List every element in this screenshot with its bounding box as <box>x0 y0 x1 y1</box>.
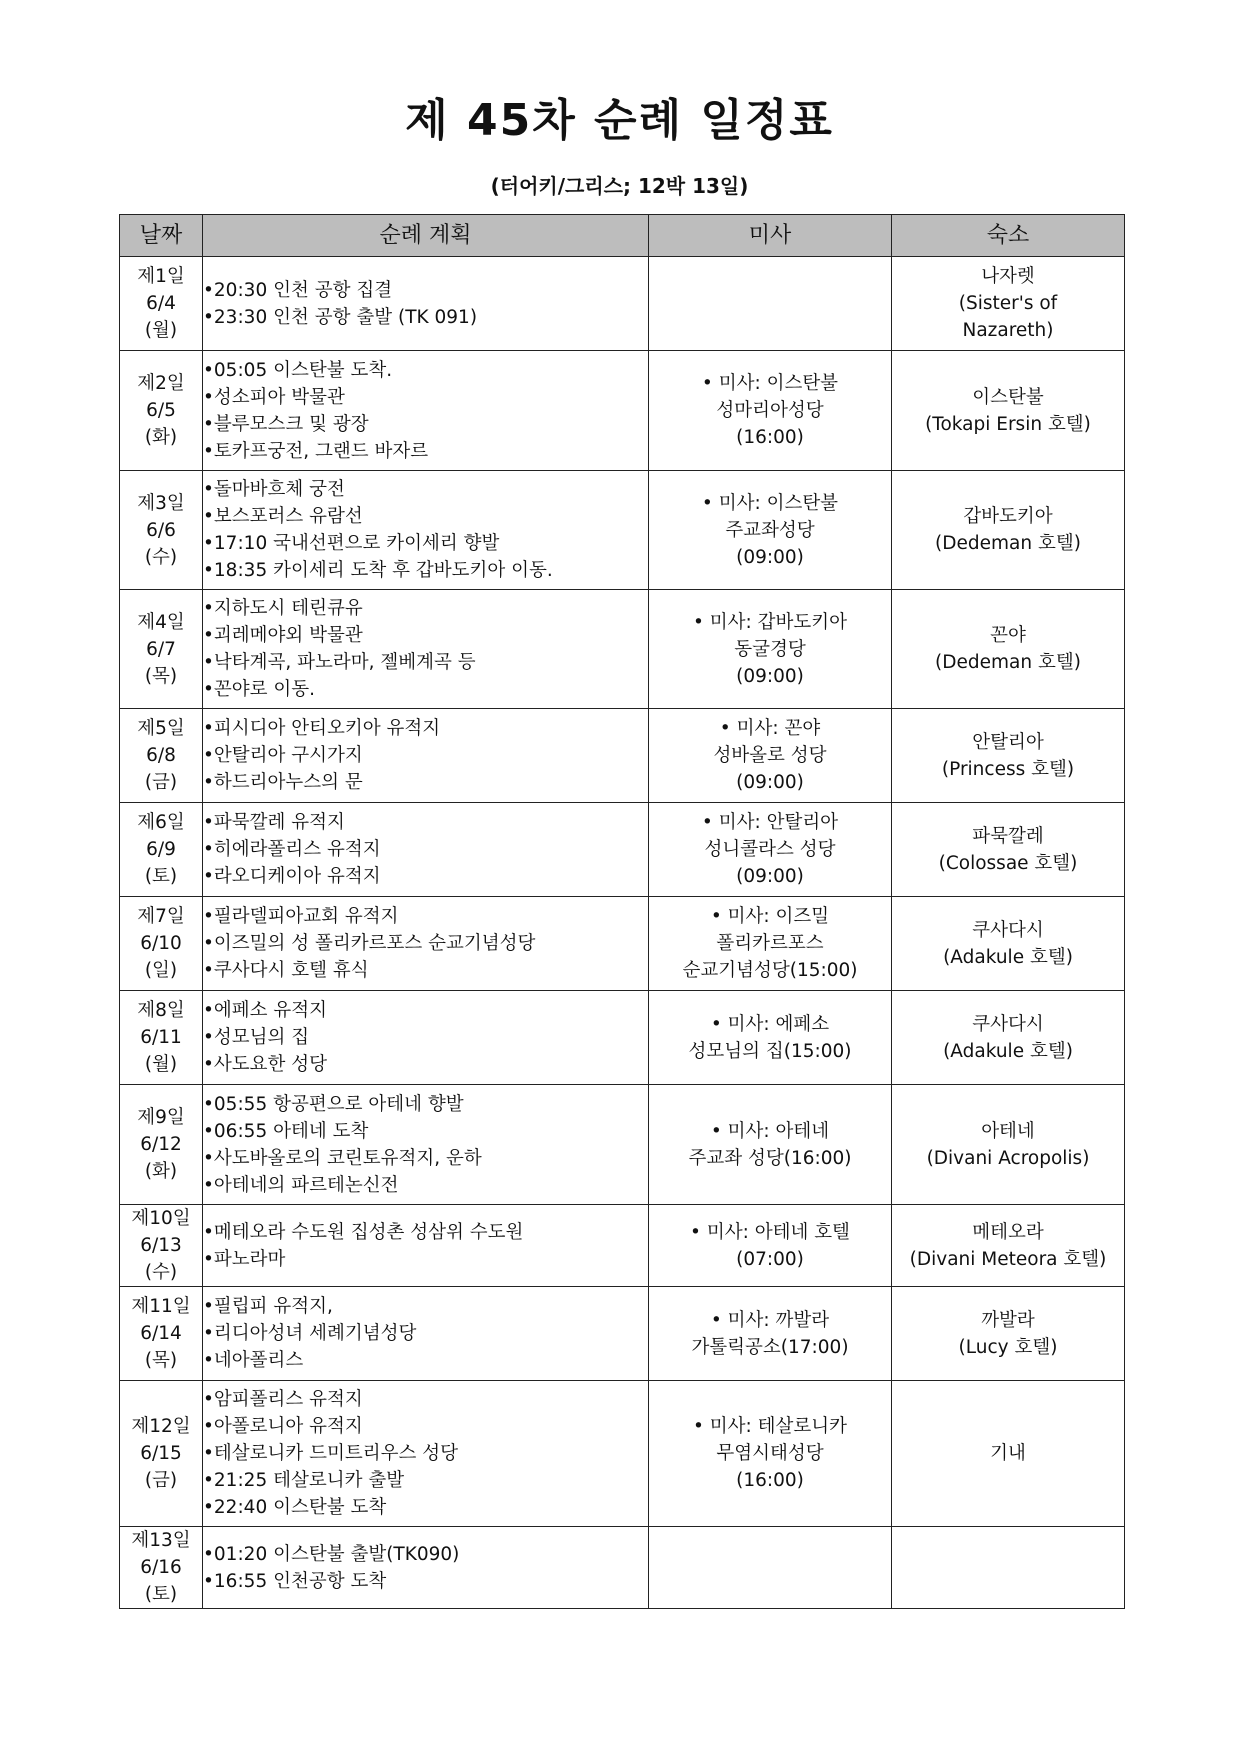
mass-cell <box>649 471 892 590</box>
day-line: 제13일 <box>131 1530 191 1551</box>
lodging-line: 쿠사다시 <box>972 919 1044 941</box>
day-cell <box>120 1205 203 1287</box>
plan-line: •히에라폴리스 유적지 <box>203 839 381 860</box>
table-row <box>120 803 1125 897</box>
day-cell <box>120 471 203 590</box>
plan-line: •성소피아 박물관 <box>203 386 345 408</box>
table-row <box>120 351 1125 471</box>
lodging-line: (Dedeman 호텔) <box>935 533 1081 554</box>
plan-line: •괴레메야외 박물관 <box>203 625 363 646</box>
lodging-line: 까발라 <box>981 1309 1035 1331</box>
plan-line: •22:40 이스탄불 도착 <box>203 1497 387 1518</box>
mass-cell <box>649 1205 892 1287</box>
day-cell <box>120 257 203 351</box>
lodging-cell <box>892 709 1125 803</box>
day-cell <box>120 1085 203 1205</box>
plan-line: •필립피 유적지, <box>203 1296 333 1317</box>
mass-line: 동굴경당 <box>734 638 806 660</box>
lodging-line: 아테네 <box>981 1120 1035 1142</box>
plan-line: •토카프궁전, 그랜드 바자르 <box>203 440 429 462</box>
plan-cell <box>203 351 649 471</box>
plan-line: •20:30 인천 공항 집결 <box>203 279 393 301</box>
lodging-line: (Princess 호텔) <box>941 758 1075 780</box>
day-line: 제3일 <box>137 492 185 514</box>
plan-line: •23:30 인천 공항 출발 (TK 091) <box>203 306 478 328</box>
lodging-line: 나자렛 <box>981 266 1035 287</box>
day-line: (금) <box>144 1470 178 1491</box>
mass-line: (09:00) <box>736 866 804 887</box>
mass-line: 가톨릭공소(17:00) <box>691 1336 849 1358</box>
plan-line: •성모님의 집 <box>203 1027 310 1048</box>
mass-line: 성니콜라스 성당 <box>704 839 836 860</box>
lodging-line: 기내 <box>990 1443 1026 1464</box>
plan-line: •16:55 인천공항 도착 <box>203 1570 387 1592</box>
mass-line: 성모님의 집(15:00) <box>688 1040 852 1062</box>
table-row <box>120 1287 1125 1381</box>
day-line: 제8일 <box>137 1000 185 1021</box>
day-line: (목) <box>144 1350 178 1371</box>
day-line: 6/4 <box>146 293 176 314</box>
plan-line: •리디아성녀 세례기념성당 <box>203 1323 417 1344</box>
lodging-cell <box>892 1527 1125 1609</box>
mass-line: (09:00) <box>736 546 804 568</box>
lodging-cell <box>892 471 1125 590</box>
plan-cell <box>203 991 649 1085</box>
mass-cell <box>649 803 892 897</box>
lodging-cell <box>892 257 1125 351</box>
plan-line: •에페소 유적지 <box>203 1000 328 1021</box>
lodging-line: 이스탄불 <box>972 386 1044 408</box>
plan-line: •17:10 국내선편으로 카이세리 향발 <box>203 533 500 554</box>
mass-line: • 미사: 꼰야 <box>719 718 821 739</box>
plan-cell <box>203 1527 649 1609</box>
lodging-cell <box>892 1381 1125 1527</box>
lodging-cell <box>892 1205 1125 1287</box>
plan-line: •이즈밀의 성 폴리카르포스 순교기념성당 <box>203 933 536 954</box>
plan-line: •05:55 항공편으로 아테네 향발 <box>203 1093 464 1115</box>
table-row <box>120 709 1125 803</box>
plan-line: •21:25 테살로니카 출발 <box>203 1470 405 1491</box>
header-mass: 미사 <box>649 215 892 257</box>
plan-cell <box>203 471 649 590</box>
table-row <box>120 1381 1125 1527</box>
mass-line: • 미사: 까발라 <box>710 1309 830 1331</box>
table-row <box>120 471 1125 590</box>
lodging-line: 쿠사다시 <box>972 1013 1044 1035</box>
mass-cell <box>649 1287 892 1381</box>
mass-line: 성마리아성당 <box>716 400 824 421</box>
day-line: 제4일 <box>137 611 185 633</box>
plan-line: •18:35 카이세리 도착 후 갑바도키아 이동. <box>203 560 553 581</box>
lodging-line: 파묵깔레 <box>972 825 1044 847</box>
day-line: 6/5 <box>146 400 176 421</box>
plan-line: •05:05 이스탄불 도착. <box>203 359 393 381</box>
mass-line: • 미사: 아테네 <box>710 1120 830 1142</box>
lodging-line: 꼰야 <box>990 625 1026 646</box>
day-line: 6/13 <box>140 1235 182 1256</box>
day-line: 6/10 <box>140 933 182 954</box>
day-cell <box>120 803 203 897</box>
header-row <box>120 215 1125 257</box>
day-cell <box>120 709 203 803</box>
day-line: (토) <box>144 866 178 887</box>
mass-line: (09:00) <box>736 665 804 687</box>
plan-cell <box>203 1287 649 1381</box>
plan-line: •보스포러스 유람선 <box>203 506 363 527</box>
lodging-line: 안탈리아 <box>972 731 1044 753</box>
day-line: 제11일 <box>131 1296 191 1317</box>
lodging-line: (Tokapi Ersin 호텔) <box>925 413 1091 435</box>
plan-line: •아테네의 파르테논신전 <box>203 1174 399 1196</box>
header-lodging: 숙소 <box>892 215 1125 257</box>
day-line: 제10일 <box>131 1208 191 1229</box>
table-row <box>120 257 1125 351</box>
day-line: 6/8 <box>146 745 176 766</box>
plan-line: •01:20 이스탄불 출발(TK090) <box>203 1543 460 1565</box>
mass-line: (16:00) <box>736 1470 804 1491</box>
plan-line: •낙타계곡, 파노라마, 젤베계곡 등 <box>203 652 476 673</box>
mass-line: (16:00) <box>736 427 804 448</box>
day-line: 제12일 <box>131 1416 191 1437</box>
mass-line: • 미사: 이스탄불 <box>701 373 839 394</box>
lodging-line: (Divani Acropolis) <box>926 1147 1090 1169</box>
lodging-cell <box>892 351 1125 471</box>
mass-cell <box>649 1381 892 1527</box>
plan-cell <box>203 1085 649 1205</box>
lodging-cell <box>892 991 1125 1085</box>
day-line: (일) <box>144 960 178 981</box>
mass-line: • 미사: 이즈밀 <box>710 906 830 927</box>
mass-line: 무염시태성당 <box>716 1443 824 1464</box>
day-line: 6/11 <box>140 1027 182 1048</box>
table-row <box>120 1527 1125 1609</box>
page-title: 제 45차 순례 일정표 <box>405 95 834 146</box>
mass-line: 성바올로 성당 <box>713 745 827 766</box>
plan-cell <box>203 709 649 803</box>
lodging-line: (Dedeman 호텔) <box>935 652 1081 673</box>
day-line: (수) <box>144 546 178 568</box>
day-line: 6/16 <box>140 1557 182 1578</box>
plan-cell <box>203 1205 649 1287</box>
plan-line: •암피폴리스 유적지 <box>203 1389 363 1410</box>
mass-cell <box>649 1527 892 1609</box>
plan-line: •파묵깔레 유적지 <box>203 812 345 833</box>
day-cell <box>120 590 203 709</box>
plan-cell <box>203 803 649 897</box>
mass-line: (07:00) <box>736 1248 804 1270</box>
lodging-line: 메테오라 <box>972 1221 1044 1243</box>
lodging-cell <box>892 590 1125 709</box>
lodging-line: 갑바도키아 <box>963 506 1053 527</box>
table-row <box>120 897 1125 991</box>
lodging-line: (Adakule 호텔) <box>943 946 1073 968</box>
plan-line: •필라델피아교회 유적지 <box>203 906 399 927</box>
mass-cell <box>649 991 892 1085</box>
day-line: 6/14 <box>140 1323 182 1344</box>
plan-cell <box>203 257 649 351</box>
lodging-line: (Sister's of <box>958 293 1058 314</box>
day-cell <box>120 1381 203 1527</box>
day-line: 6/6 <box>146 519 176 541</box>
day-line: 제1일 <box>137 266 185 287</box>
mass-cell <box>649 590 892 709</box>
plan-line: •지하도시 테린큐유 <box>203 598 363 619</box>
day-line: (목) <box>144 665 178 687</box>
mass-line: 주교좌성당 <box>725 519 815 541</box>
mass-line: • 미사: 에페소 <box>710 1013 830 1035</box>
day-line: 6/9 <box>146 839 176 860</box>
day-line: 6/12 <box>140 1134 182 1155</box>
lodging-cell <box>892 1287 1125 1381</box>
day-line: (월) <box>144 320 178 341</box>
plan-line: •사도바올로의 코린토유적지, 운하 <box>203 1147 482 1169</box>
mass-cell <box>649 897 892 991</box>
plan-line: •메테오라 수도원 집성촌 성삼위 수도원 <box>203 1221 524 1243</box>
mass-line: 주교좌 성당(16:00) <box>688 1147 852 1169</box>
lodging-line: Nazareth) <box>962 320 1054 341</box>
day-line: 제7일 <box>137 906 185 927</box>
plan-cell <box>203 1381 649 1527</box>
mass-line: (09:00) <box>736 772 804 793</box>
lodging-cell <box>892 897 1125 991</box>
table-row <box>120 1205 1125 1287</box>
plan-line: •사도요한 성당 <box>203 1054 328 1075</box>
plan-line: •하드리아누스의 문 <box>203 772 363 793</box>
mass-cell <box>649 257 892 351</box>
lodging-line: (Lucy 호텔) <box>958 1336 1058 1358</box>
lodging-line: (Adakule 호텔) <box>943 1040 1073 1062</box>
day-line: (금) <box>144 772 178 793</box>
day-cell <box>120 991 203 1085</box>
plan-cell <box>203 590 649 709</box>
day-cell <box>120 1527 203 1609</box>
day-cell <box>120 351 203 471</box>
plan-line: •안탈리아 구시가지 <box>203 745 363 766</box>
day-cell <box>120 897 203 991</box>
mass-line: • 미사: 테살로니카 <box>692 1416 847 1437</box>
mass-line: 순교기념성당(15:00) <box>682 960 858 981</box>
lodging-line: (Colossae 호텔) <box>938 852 1078 874</box>
plan-line: •아폴로니아 유적지 <box>203 1416 363 1437</box>
plan-cell <box>203 897 649 991</box>
plan-line: •피시디아 안티오키아 유적지 <box>203 718 441 739</box>
day-line: 제6일 <box>137 812 185 833</box>
lodging-cell <box>892 1085 1125 1205</box>
day-line: (화) <box>144 1161 178 1182</box>
header-date: 날짜 <box>120 215 203 257</box>
plan-line: •블루모스크 및 광장 <box>203 413 369 435</box>
day-line: 6/7 <box>146 638 176 660</box>
day-line: 제2일 <box>137 373 185 394</box>
day-line: (토) <box>144 1584 178 1605</box>
plan-line: •06:55 아테네 도착 <box>203 1120 369 1142</box>
plan-line: •꼰야로 이동. <box>203 679 316 700</box>
plan-line: •돌마바흐체 궁전 <box>203 479 345 500</box>
mass-cell <box>649 351 892 471</box>
day-cell <box>120 1287 203 1381</box>
table-row <box>120 1085 1125 1205</box>
plan-line: •쿠사다시 호텔 휴식 <box>203 960 369 981</box>
mass-line: • 미사: 갑바도키아 <box>692 611 847 633</box>
mass-line: • 미사: 안탈리아 <box>701 812 839 833</box>
schedule-table <box>119 214 1125 1609</box>
mass-cell <box>649 709 892 803</box>
table-row <box>120 991 1125 1085</box>
plan-line: •테살로니카 드미트리우스 성당 <box>203 1443 458 1464</box>
plan-line: •라오디케이아 유적지 <box>203 866 381 887</box>
day-line: 제9일 <box>137 1107 185 1128</box>
day-line: 6/15 <box>140 1443 182 1464</box>
day-line: (화) <box>144 427 178 448</box>
plan-line: •파노라마 <box>203 1248 286 1270</box>
mass-line: • 미사: 아테네 호텔 <box>690 1221 850 1243</box>
plan-line: •네아폴리스 <box>203 1350 304 1371</box>
page-subtitle: (터어키/그리스; 12박 13일) <box>490 174 749 198</box>
mass-line: 폴리카르포스 <box>716 933 824 954</box>
day-line: (수) <box>144 1262 178 1283</box>
lodging-cell <box>892 803 1125 897</box>
mass-line: • 미사: 이스탄불 <box>701 492 839 514</box>
table-row <box>120 590 1125 709</box>
mass-cell <box>649 1085 892 1205</box>
header-plan: 순례 계획 <box>203 215 649 257</box>
lodging-line: (Divani Meteora 호텔) <box>909 1248 1107 1270</box>
day-line: (월) <box>144 1054 178 1075</box>
day-line: 제5일 <box>137 718 185 739</box>
